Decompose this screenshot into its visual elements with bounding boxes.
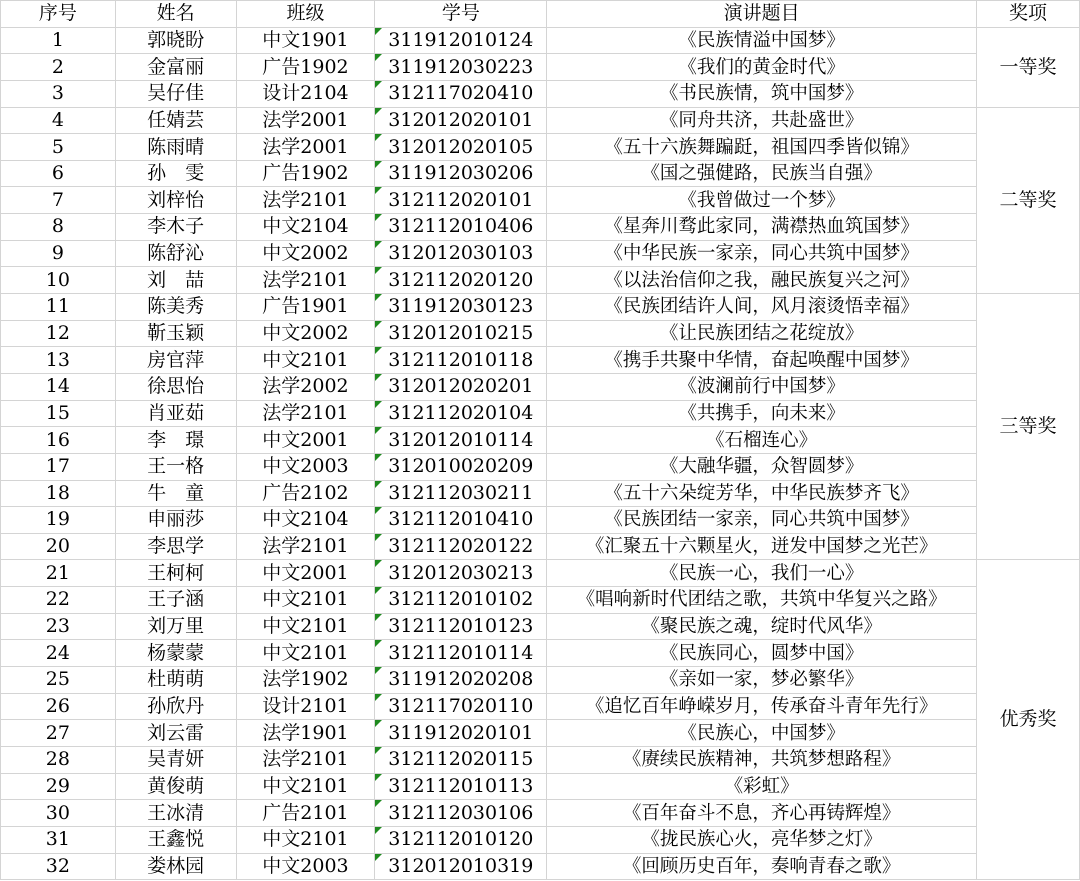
table-row (1, 187, 1080, 214)
number-as-text-marker-icon (375, 747, 382, 754)
number-as-text-marker-icon (375, 81, 382, 88)
student-id-text: 312012010215 (388, 322, 534, 344)
student-id-text: 312112030211 (388, 481, 534, 504)
cell-index[interactable]: 4 (1, 107, 116, 134)
cell-name[interactable]: 刘万里 (115, 613, 236, 640)
cell-class[interactable]: 中文2101 (236, 347, 375, 374)
cell-student-id[interactable] (375, 480, 547, 507)
table-row (1, 27, 1080, 54)
cell-speech-title[interactable]: 《民族同心，圆梦中国》 (547, 640, 977, 667)
table-row (1, 54, 1080, 81)
number-as-text-marker-icon (375, 694, 382, 701)
cell-index[interactable]: 29 (1, 773, 116, 800)
cell-name[interactable]: 陈美秀 (115, 294, 236, 321)
cell-student-id[interactable] (375, 400, 547, 427)
number-as-text-marker-icon (375, 560, 382, 567)
cell-student-id[interactable] (375, 640, 547, 667)
table-header (1, 1, 1080, 28)
number-as-text-marker-icon (375, 108, 382, 115)
cell-student-id[interactable] (375, 347, 547, 374)
number-as-text-marker-icon (375, 374, 382, 381)
header-row (1, 1, 1080, 28)
cell-class[interactable]: 法学2002 (236, 373, 375, 400)
table-row (1, 667, 1080, 694)
number-as-text-marker-icon (375, 294, 382, 301)
cell-speech-title[interactable]: 《回顾历史百年，奏响青春之歌》 (547, 853, 977, 880)
cell-speech-title[interactable]: 《赓续民族精神，共筑梦想路程》 (547, 746, 977, 773)
cell-speech-title[interactable]: 《同舟共济，共赴盛世》 (547, 107, 977, 134)
table-row (1, 507, 1080, 534)
cell-name[interactable]: 王冰清 (115, 800, 236, 827)
cell-index[interactable]: 8 (1, 214, 116, 241)
number-as-text-marker-icon (375, 401, 382, 408)
cell-speech-title[interactable]: 《波澜前行中国梦》 (547, 373, 977, 400)
table-row (1, 427, 1080, 454)
cell-student-id[interactable] (375, 187, 547, 214)
cell-class[interactable]: 法学1902 (236, 667, 375, 694)
cell-index[interactable]: 12 (1, 320, 116, 347)
cell-prize[interactable]: 一等奖 (977, 27, 1080, 107)
student-id-text: 312117020110 (388, 694, 534, 717)
cell-student-id[interactable] (375, 693, 547, 720)
student-id-text: 312012030103 (388, 242, 534, 265)
cell-index[interactable]: 20 (1, 533, 116, 560)
cell-speech-title[interactable]: 《以法治信仰之我，融民族复兴之河》 (547, 267, 977, 294)
cell-class[interactable]: 中文1901 (236, 27, 375, 54)
cell-name[interactable]: 任婧芸 (115, 107, 236, 134)
cell-name[interactable]: 王一格 (115, 453, 236, 480)
cell-class[interactable]: 中文2101 (236, 826, 375, 853)
cell-speech-title[interactable]: 《五十六朵绽芳华，中华民族梦齐飞》 (547, 480, 977, 507)
cell-index[interactable]: 1 (1, 27, 116, 54)
cell-name[interactable]: 徐思怡 (115, 373, 236, 400)
student-id-text: 312117020410 (388, 82, 534, 105)
cell-speech-title[interactable]: 《携手共聚中华情，奋起唤醒中国梦》 (547, 347, 977, 374)
cell-index[interactable]: 24 (1, 640, 116, 667)
student-id-text: 311912020101 (388, 721, 534, 744)
cell-student-id[interactable] (375, 746, 547, 773)
table-row (1, 693, 1080, 720)
cell-prize[interactable]: 优秀奖 (977, 560, 1080, 880)
cell-class[interactable]: 广告1902 (236, 160, 375, 187)
number-as-text-marker-icon (375, 854, 382, 861)
number-as-text-marker-icon (375, 187, 382, 194)
cell-student-id[interactable] (375, 800, 547, 827)
cell-student-id[interactable] (375, 294, 547, 321)
student-id-text: 312012020101 (388, 108, 534, 131)
cell-name[interactable]: 陈舒沁 (115, 240, 236, 267)
table-body (1, 27, 1080, 880)
cell-class[interactable]: 中文2001 (236, 427, 375, 454)
cell-speech-title[interactable]: 《聚民族之魂，绽时代风华》 (547, 613, 977, 640)
number-as-text-marker-icon (375, 54, 382, 61)
cell-student-id[interactable] (375, 160, 547, 187)
header-speech-title[interactable]: 演讲题目 (547, 1, 977, 28)
cell-prize[interactable]: 三等奖 (977, 294, 1080, 560)
table-row (1, 453, 1080, 480)
table-row (1, 320, 1080, 347)
cell-speech-title[interactable]: 《拢民族心火，亮华梦之灯》 (547, 826, 977, 853)
student-id-text: 311912010124 (388, 28, 534, 51)
cell-name[interactable]: 孙 雯 (115, 160, 236, 187)
cell-speech-title[interactable]: 《唱响新时代团结之歌，共筑中华复兴之路》 (547, 587, 977, 614)
cell-class[interactable]: 中文2104 (236, 214, 375, 241)
student-id-text: 312112010406 (388, 215, 534, 238)
student-id-text: 311912020208 (388, 668, 534, 691)
cell-name[interactable]: 杜萌萌 (115, 667, 236, 694)
cell-class[interactable]: 设计2101 (236, 693, 375, 720)
number-as-text-marker-icon (375, 28, 382, 35)
table-row (1, 160, 1080, 187)
cell-index[interactable]: 17 (1, 453, 116, 480)
table-row (1, 640, 1080, 667)
cell-index[interactable]: 2 (1, 54, 116, 81)
cell-class[interactable]: 法学1901 (236, 720, 375, 747)
header-student-id[interactable]: 学号 (375, 1, 547, 28)
student-id-text: 311912030123 (388, 295, 534, 318)
cell-class[interactable]: 法学2001 (236, 107, 375, 134)
student-id-text: 312112010113 (388, 774, 534, 797)
cell-class[interactable]: 法学2101 (236, 400, 375, 427)
cell-student-id[interactable] (375, 826, 547, 853)
cell-name[interactable]: 王鑫悦 (115, 826, 236, 853)
cell-class[interactable]: 法学2101 (236, 187, 375, 214)
cell-class[interactable]: 中文2101 (236, 613, 375, 640)
cell-student-id[interactable] (375, 54, 547, 81)
cell-index[interactable]: 18 (1, 480, 116, 507)
cell-student-id[interactable] (375, 134, 547, 161)
table-row (1, 773, 1080, 800)
student-id-text: 312012010114 (388, 428, 534, 451)
cell-index[interactable]: 9 (1, 240, 116, 267)
cell-class[interactable]: 中文2003 (236, 453, 375, 480)
cell-name[interactable]: 刘梓怡 (115, 187, 236, 214)
cell-class[interactable]: 设计2104 (236, 80, 375, 107)
cell-speech-title[interactable]: 《大融华疆，众智圆梦》 (547, 453, 977, 480)
cell-name[interactable]: 杨蒙蒙 (115, 640, 236, 667)
cell-index[interactable]: 30 (1, 800, 116, 827)
number-as-text-marker-icon (375, 614, 382, 621)
cell-prize[interactable]: 二等奖 (977, 107, 1080, 293)
cell-name[interactable]: 王柯柯 (115, 560, 236, 587)
cell-speech-title[interactable]: 《我曾做过一个梦》 (547, 187, 977, 214)
table-row (1, 720, 1080, 747)
cell-name[interactable]: 吴仔佳 (115, 80, 236, 107)
cell-speech-title[interactable]: 《石榴连心》 (547, 427, 977, 454)
cell-index[interactable]: 7 (1, 187, 116, 214)
cell-name[interactable]: 娄林园 (115, 853, 236, 880)
cell-student-id[interactable] (375, 453, 547, 480)
cell-speech-title[interactable]: 《民族情溢中国梦》 (547, 27, 977, 54)
cell-index[interactable]: 32 (1, 853, 116, 880)
number-as-text-marker-icon (375, 774, 382, 781)
cell-index[interactable]: 13 (1, 347, 116, 374)
table-row (1, 587, 1080, 614)
cell-index[interactable]: 22 (1, 587, 116, 614)
cell-name[interactable]: 刘 喆 (115, 267, 236, 294)
number-as-text-marker-icon (375, 214, 382, 221)
cell-name[interactable]: 吴青妍 (115, 746, 236, 773)
number-as-text-marker-icon (375, 267, 382, 274)
cell-class[interactable]: 广告2102 (236, 480, 375, 507)
cell-speech-title[interactable]: 《追忆百年峥嵘岁月，传承奋斗青年先行》 (547, 693, 977, 720)
student-id-text: 311912030206 (388, 162, 534, 185)
cell-index[interactable]: 23 (1, 613, 116, 640)
cell-speech-title[interactable]: 《彩虹》 (547, 773, 977, 800)
number-as-text-marker-icon (375, 667, 382, 674)
cell-index[interactable]: 27 (1, 720, 116, 747)
cell-name[interactable]: 李思学 (115, 533, 236, 560)
cell-speech-title[interactable]: 《中华民族一家亲，同心共筑中国梦》 (547, 240, 977, 267)
number-as-text-marker-icon (375, 454, 382, 461)
cell-index[interactable]: 3 (1, 80, 116, 107)
table-row (1, 134, 1080, 161)
table-row (1, 480, 1080, 507)
table-row (1, 267, 1080, 294)
cell-speech-title[interactable]: 《共携手，向未来》 (547, 400, 977, 427)
cell-index[interactable]: 19 (1, 507, 116, 534)
table-row (1, 826, 1080, 853)
cell-name[interactable]: 肖亚茹 (115, 400, 236, 427)
cell-speech-title[interactable]: 《民族团结一家亲，同心共筑中国梦》 (547, 507, 977, 534)
cell-index[interactable]: 15 (1, 400, 116, 427)
cell-name[interactable]: 黄俊萌 (115, 773, 236, 800)
cell-index[interactable]: 5 (1, 134, 116, 161)
header-class[interactable]: 班级 (236, 1, 375, 28)
student-id-text: 312112010118 (388, 348, 534, 371)
number-as-text-marker-icon (375, 827, 382, 834)
student-id-text: 312112030106 (388, 801, 534, 824)
student-id-text: 312112020115 (388, 748, 534, 771)
header-index[interactable]: 序号 (1, 1, 116, 28)
cell-name[interactable]: 陈雨晴 (115, 134, 236, 161)
cell-name[interactable]: 金富丽 (115, 54, 236, 81)
cell-name[interactable]: 郭晓盼 (115, 27, 236, 54)
table-row (1, 560, 1080, 587)
cell-student-id[interactable] (375, 533, 547, 560)
cell-student-id[interactable] (375, 773, 547, 800)
cell-student-id[interactable] (375, 107, 547, 134)
student-id-text: 312012020201 (388, 375, 534, 398)
cell-student-id[interactable] (375, 587, 547, 614)
cell-index[interactable]: 26 (1, 693, 116, 720)
student-id-text: 312012020105 (388, 135, 534, 158)
table-row (1, 746, 1080, 773)
cell-class[interactable]: 中文2002 (236, 240, 375, 267)
cell-speech-title[interactable]: 《国之强健路，民族当自强》 (547, 160, 977, 187)
student-id-text: 312012030213 (388, 561, 534, 584)
cell-name[interactable]: 靳玉颖 (115, 320, 236, 347)
cell-class[interactable]: 中文2101 (236, 773, 375, 800)
student-id-text: 312112020101 (388, 188, 534, 211)
table-row (1, 240, 1080, 267)
student-id-text: 312112010410 (388, 508, 534, 531)
cell-name[interactable]: 王子涵 (115, 587, 236, 614)
cell-index[interactable]: 21 (1, 560, 116, 587)
cell-student-id[interactable] (375, 27, 547, 54)
number-as-text-marker-icon (375, 800, 382, 807)
student-id-text: 312112020122 (388, 535, 534, 558)
student-id-text: 312112010123 (388, 615, 534, 638)
cell-speech-title[interactable]: 《书民族情，筑中国梦》 (547, 80, 977, 107)
cell-speech-title[interactable]: 《民族心，中国梦》 (547, 720, 977, 747)
table-row (1, 214, 1080, 241)
cell-speech-title[interactable]: 《百年奋斗不息，齐心再铸辉煌》 (547, 800, 977, 827)
cell-speech-title[interactable]: 《亲如一家，梦必繁华》 (547, 667, 977, 694)
cell-index[interactable]: 10 (1, 267, 116, 294)
cell-class[interactable]: 广告1901 (236, 294, 375, 321)
table-row (1, 853, 1080, 880)
cell-student-id[interactable] (375, 853, 547, 880)
cell-student-id[interactable] (375, 373, 547, 400)
number-as-text-marker-icon (375, 321, 382, 328)
number-as-text-marker-icon (375, 587, 382, 594)
table-row (1, 347, 1080, 374)
number-as-text-marker-icon (375, 640, 382, 647)
cell-class[interactable]: 法学2001 (236, 134, 375, 161)
table-row (1, 294, 1080, 321)
cell-index[interactable]: 14 (1, 373, 116, 400)
student-id-text: 312012010319 (388, 854, 534, 877)
student-id-text: 312112010114 (388, 641, 534, 664)
cell-class[interactable]: 法学2101 (236, 533, 375, 560)
cell-class[interactable]: 中文2104 (236, 507, 375, 534)
student-id-text: 311912030223 (388, 55, 534, 78)
cell-student-id[interactable] (375, 560, 547, 587)
cell-student-id[interactable] (375, 427, 547, 454)
cell-student-id[interactable] (375, 613, 547, 640)
cell-name[interactable]: 牛 童 (115, 480, 236, 507)
cell-student-id[interactable] (375, 507, 547, 534)
cell-name[interactable]: 李 璟 (115, 427, 236, 454)
cell-speech-title[interactable]: 《我们的黄金时代》 (547, 54, 977, 81)
cell-name[interactable]: 李木子 (115, 214, 236, 241)
cell-class[interactable]: 法学2101 (236, 267, 375, 294)
cell-speech-title[interactable]: 《五十六族舞蹁跹，祖国四季皆似锦》 (547, 134, 977, 161)
number-as-text-marker-icon (375, 481, 382, 488)
header-name[interactable]: 姓名 (115, 1, 236, 28)
header-prize[interactable]: 奖项 (977, 1, 1080, 28)
cell-student-id[interactable] (375, 80, 547, 107)
student-id-text: 312010020209 (388, 455, 534, 478)
table-row (1, 800, 1080, 827)
cell-index[interactable]: 25 (1, 667, 116, 694)
cell-class[interactable]: 广告1902 (236, 54, 375, 81)
cell-class[interactable]: 中文2101 (236, 640, 375, 667)
number-as-text-marker-icon (375, 347, 382, 354)
cell-student-id[interactable] (375, 240, 547, 267)
cell-speech-title[interactable]: 《民族一心，我们一心》 (547, 560, 977, 587)
cell-index[interactable]: 11 (1, 294, 116, 321)
cell-class[interactable]: 中文2003 (236, 853, 375, 880)
number-as-text-marker-icon (375, 427, 382, 434)
number-as-text-marker-icon (375, 534, 382, 541)
student-id-text: 312112020120 (388, 268, 534, 291)
table-row (1, 400, 1080, 427)
cell-index[interactable]: 16 (1, 427, 116, 454)
cell-student-id[interactable] (375, 214, 547, 241)
cell-speech-title[interactable]: 《汇聚五十六颗星火，迸发中国梦之光芒》 (547, 533, 977, 560)
cell-index[interactable]: 31 (1, 826, 116, 853)
cell-index[interactable]: 6 (1, 160, 116, 187)
cell-speech-title[interactable]: 《民族团结许人间，风月滚烫悟幸福》 (547, 294, 977, 321)
number-as-text-marker-icon (375, 720, 382, 727)
table-row (1, 373, 1080, 400)
cell-name[interactable]: 房官萍 (115, 347, 236, 374)
cell-name[interactable]: 孙欣丹 (115, 693, 236, 720)
table-row (1, 613, 1080, 640)
table-row (1, 80, 1080, 107)
cell-class[interactable]: 中文2101 (236, 587, 375, 614)
cell-student-id[interactable] (375, 720, 547, 747)
cell-name[interactable]: 申丽莎 (115, 507, 236, 534)
cell-class[interactable]: 中文2002 (236, 320, 375, 347)
student-id-text: 312112010120 (388, 828, 534, 851)
cell-name[interactable]: 刘云雷 (115, 720, 236, 747)
number-as-text-marker-icon (375, 161, 382, 168)
table-row (1, 533, 1080, 560)
number-as-text-marker-icon (375, 134, 382, 141)
cell-student-id[interactable] (375, 667, 547, 694)
cell-student-id[interactable] (375, 320, 547, 347)
number-as-text-marker-icon (375, 241, 382, 248)
number-as-text-marker-icon (375, 507, 382, 514)
cell-speech-title[interactable]: 《让民族团结之花绽放》 (547, 320, 977, 347)
cell-class[interactable]: 中文2001 (236, 560, 375, 587)
cell-student-id[interactable] (375, 267, 547, 294)
cell-index[interactable]: 28 (1, 746, 116, 773)
student-id-text: 312112010102 (388, 588, 534, 611)
cell-class[interactable]: 广告2101 (236, 800, 375, 827)
cell-class[interactable]: 法学2101 (236, 746, 375, 773)
table-row (1, 107, 1080, 134)
student-id-text: 312112020104 (388, 401, 534, 424)
cell-speech-title[interactable]: 《星奔川骛此家同，满襟热血筑国梦》 (547, 214, 977, 241)
